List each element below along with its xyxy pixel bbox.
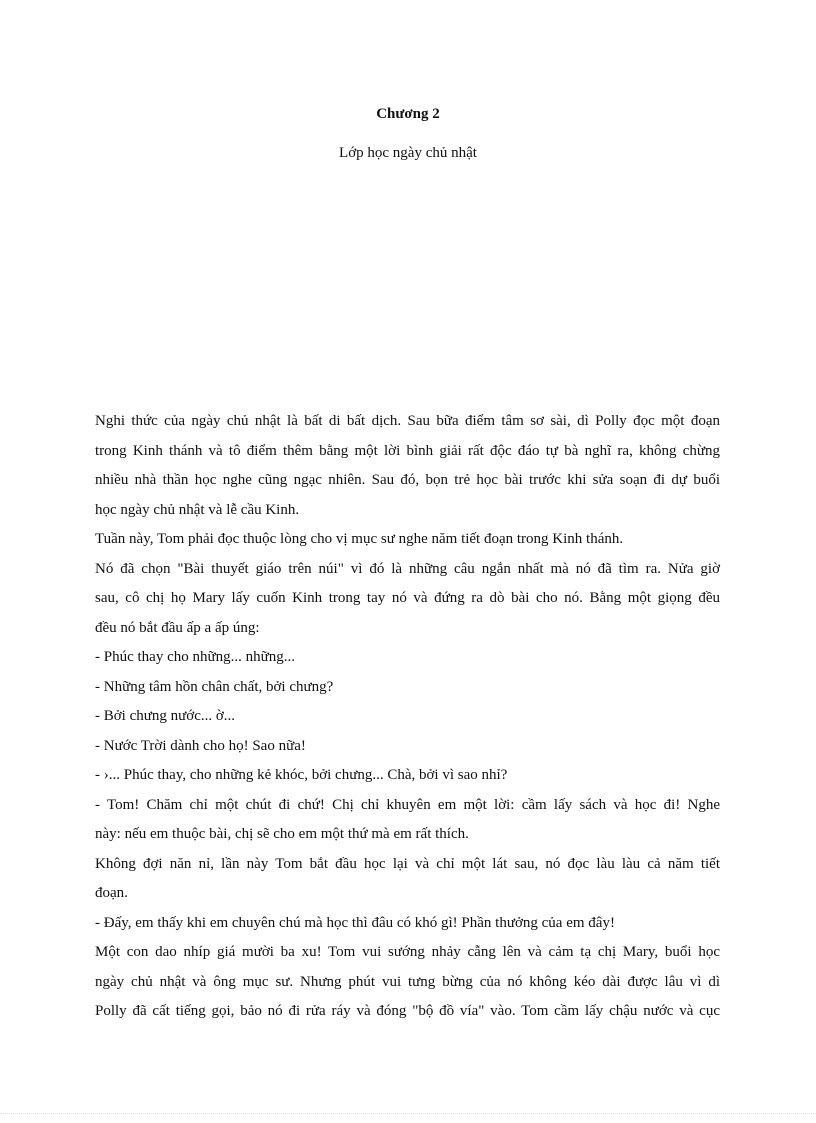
chapter-title: Chương 2 (376, 106, 440, 122)
text-line: Polly đã cất tiếng gọi, bảo nó đi rửa ráy và đóng "bộ đồ vía" vào. Tom cầm lấy chậu nước và cục (95, 1003, 720, 1019)
text-line: - Phúc thay cho những... những... (95, 649, 295, 665)
text-line: - Bởi chưng nước... ờ... (95, 708, 236, 724)
text-line: Nó đã chọn "Bài thuyết giáo trên núi" vì đó là những câu ngắn nhất mà nó đã tìm ra. Nửa giờ (95, 560, 720, 577)
text-line: này: nếu em thuộc bài, chị sẽ cho em một thứ mà em rất thích. (95, 826, 469, 842)
text-line: - Nước Trời dành cho họ! Sao nữa! (95, 737, 306, 754)
text-line: trong Kinh thánh và tô điểm thêm bằng một lời bình giải rất độc đáo tự bà nghĩ ra, không chừng (95, 442, 720, 459)
page-bottom-divider (0, 1113, 816, 1114)
text-line: ngày chủ nhật và ông mục sư. Nhưng phút vui tưng bừng của nó không kéo dài được lâu vì dì (95, 973, 720, 990)
text-line: - ›... Phúc thay, cho những kẻ khóc, bởi chưng... Chà, bởi vì sao nhỉ? (95, 767, 508, 783)
text-line: đoạn. (95, 885, 128, 901)
text-line: đều nó bắt đầu ấp a ấp úng: (95, 619, 260, 636)
text-line: - Những tâm hồn chân chất, bởi chưng? (95, 678, 334, 695)
text-line: - Tom! Chăm chỉ một chút đi chứ! Chị chỉ khuyên em một lời: cầm lấy sách và học đi! Nghe (95, 796, 720, 813)
text-line: nhiều nhà thần học nghe cũng ngạc nhiên. Sau đó, bọn trẻ học bài trước khi sửa soạn đi dự buổi (95, 472, 720, 488)
text-line: sau, cô chị họ Mary lấy cuốn Kinh trong tay nó và đứng ra dò bài cho nó. Bằng một giọng đều (95, 590, 720, 606)
text-line: - Đấy, em thấy khi em chuyên chú mà học thì đâu có khó gì! Phần thưởng của em đây! (95, 914, 615, 931)
text-line: Một con dao nhíp giá mười ba xu! Tom vui sướng nhảy cẫng lên và cảm tạ chị Mary, buổi học (95, 944, 720, 960)
body-text (95, 407, 720, 1027)
text-line: Tuần này, Tom phải đọc thuộc lòng cho vị mục sư nghe năm tiết đoạn trong Kinh thánh. (95, 531, 624, 547)
text-line: học ngày chủ nhật và lễ cầu Kinh. (95, 501, 300, 518)
text-line: Không đợi năn nỉ, lần này Tom bắt đầu học lại và chỉ một lát sau, nó đọc làu làu cả năm tiết (95, 855, 720, 872)
text-line: Nghi thức của ngày chủ nhật là bất di bất dịch. Sau bữa điểm tâm sơ sài, dì Polly đọc một đoạn (95, 413, 720, 429)
chapter-subtitle: Lớp học ngày chủ nhật (339, 145, 477, 161)
